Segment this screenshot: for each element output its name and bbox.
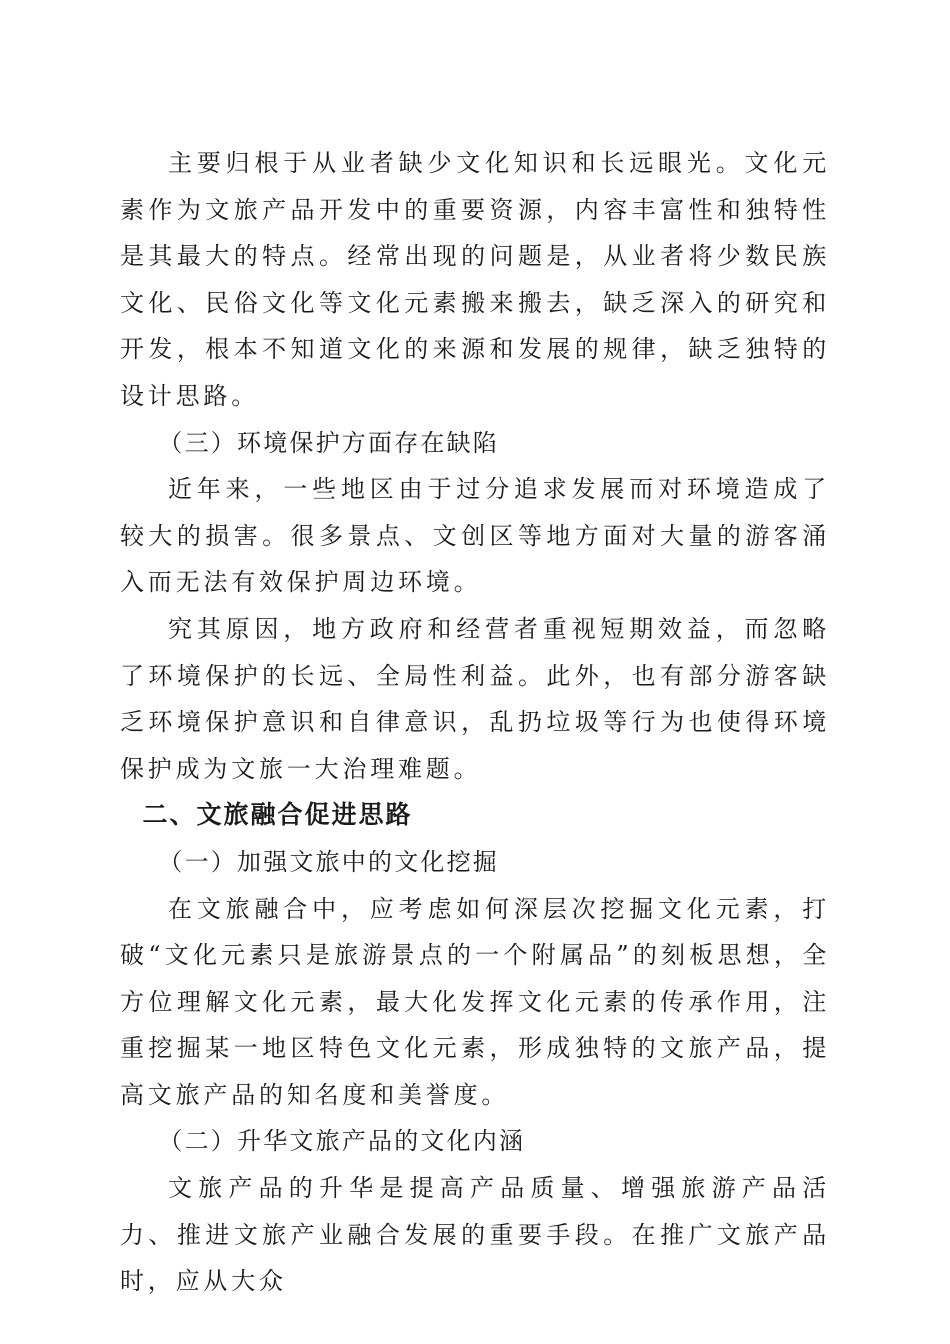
- subheading-environment-protection: （三）环境保护方面存在缺陷: [158, 428, 499, 457]
- subheading-cultural-connotation: （二）升华文旅产品的文化内涵: [158, 1127, 526, 1156]
- paragraph-environment-reasons: 究其原因，地方政府和经营者重视短期效益，而忽略了环境保护的长远、全局性利益。此外，也有部分游客缺乏环境保护意识和自律意识，乱扔垃圾等行为也使得环境保护成为文旅一大治理难题。: [120, 614, 830, 783]
- paragraph-product-upgrade: 文旅产品的升华是提高产品质量、增强旅游产品活力、推进文旅产业融合发展的重要手段。在推广文旅产品时，应从大众: [120, 1174, 830, 1296]
- document-page: [120, 140, 830, 1305]
- section-heading-promotion-ideas: 二、文旅融合促进思路: [142, 800, 413, 830]
- paragraph-culture-mining: 在文旅融合中，应考虑如何深层次挖掘文化元素，打破“文化元素只是旅游景点的一个附属品”的刻板思想，全方位理解文化元素，最大化发挥文化元素的传承作用，注重挖掘某一地区特色文化元素，形成独特的文旅产品，提高文旅产品的知名度和美誉度。: [120, 894, 830, 1109]
- paragraph-environment-damage: 近年来，一些地区由于过分追求发展而对环境造成了较大的损害。很多景点、文创区等地方面对大量的游客涌入而无法有效保护周边环境。: [120, 475, 830, 597]
- paragraph-cultural-knowledge: 主要归根于从业者缺少文化知识和长远眼光。文化元素作为文旅产品开发中的重要资源，内容丰富性和独特性是其最大的特点。经常出现的问题是，从业者将少数民族文化、民俗文化等文化元素搬来搬去，缺乏深入的研究和开发，根本不知道文化的来源和发展的规律，缺乏独特的设计思路。: [120, 149, 830, 410]
- subheading-culture-mining: （一）加强文旅中的文化挖掘: [158, 847, 499, 876]
